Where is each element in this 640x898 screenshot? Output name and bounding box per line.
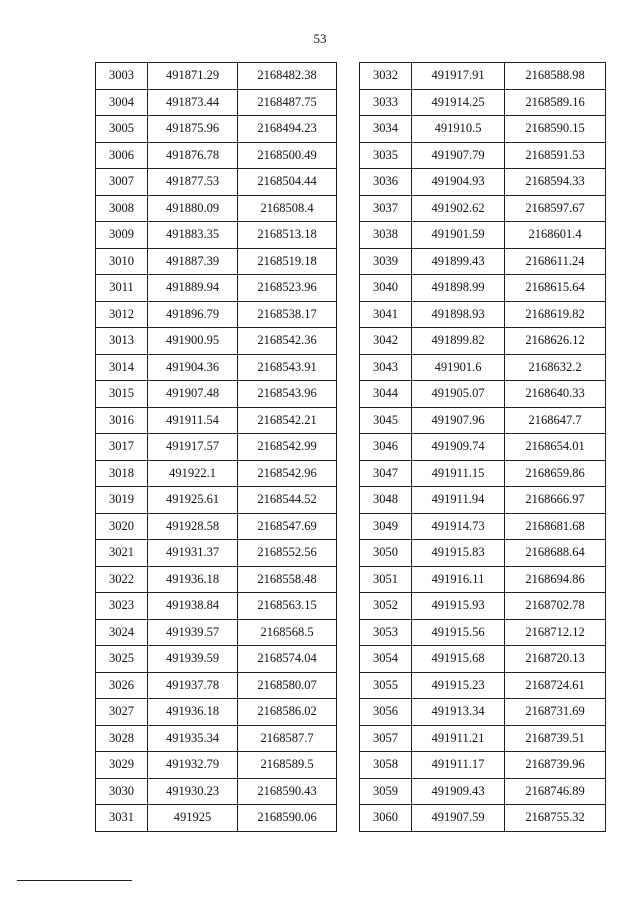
y-coordinate-cell: 2168654.01 bbox=[505, 434, 606, 461]
y-coordinate-cell: 2168601.4 bbox=[505, 222, 606, 249]
table-row bbox=[360, 566, 606, 593]
point-number-cell: 3016 bbox=[96, 407, 148, 434]
point-number-cell: 3019 bbox=[96, 487, 148, 514]
point-number-cell: 3011 bbox=[96, 275, 148, 302]
y-coordinate-cell: 2168513.18 bbox=[238, 222, 337, 249]
y-coordinate-cell: 2168640.33 bbox=[505, 381, 606, 408]
y-coordinate-cell: 2168552.56 bbox=[238, 540, 337, 567]
point-number-cell: 3059 bbox=[360, 778, 412, 805]
point-number-cell: 3007 bbox=[96, 169, 148, 196]
y-coordinate-cell: 2168542.99 bbox=[238, 434, 337, 461]
point-number-cell: 3056 bbox=[360, 699, 412, 726]
point-number-cell: 3032 bbox=[360, 63, 412, 90]
y-coordinate-cell: 2168626.12 bbox=[505, 328, 606, 355]
x-coordinate-cell: 491939.59 bbox=[148, 646, 238, 673]
table-row bbox=[96, 778, 337, 805]
table-row bbox=[96, 646, 337, 673]
x-coordinate-cell: 491887.39 bbox=[148, 248, 238, 275]
x-coordinate-cell: 491915.23 bbox=[412, 672, 505, 699]
table-row bbox=[96, 142, 337, 169]
x-coordinate-cell: 491904.36 bbox=[148, 354, 238, 381]
x-coordinate-cell: 491911.17 bbox=[412, 752, 505, 779]
point-number-cell: 3033 bbox=[360, 89, 412, 116]
table-row bbox=[96, 752, 337, 779]
y-coordinate-cell: 2168659.86 bbox=[505, 460, 606, 487]
x-coordinate-cell: 491899.82 bbox=[412, 328, 505, 355]
y-coordinate-cell: 2168597.67 bbox=[505, 195, 606, 222]
y-coordinate-cell: 2168563.15 bbox=[238, 593, 337, 620]
point-number-cell: 3045 bbox=[360, 407, 412, 434]
y-coordinate-cell: 2168542.96 bbox=[238, 460, 337, 487]
x-coordinate-cell: 491900.95 bbox=[148, 328, 238, 355]
y-coordinate-cell: 2168590.15 bbox=[505, 116, 606, 143]
point-number-cell: 3041 bbox=[360, 301, 412, 328]
point-number-cell: 3037 bbox=[360, 195, 412, 222]
y-coordinate-cell: 2168720.13 bbox=[505, 646, 606, 673]
x-coordinate-cell: 491935.34 bbox=[148, 725, 238, 752]
table-row bbox=[360, 301, 606, 328]
x-coordinate-cell: 491937.78 bbox=[148, 672, 238, 699]
y-coordinate-cell: 2168694.86 bbox=[505, 566, 606, 593]
y-coordinate-cell: 2168755.32 bbox=[505, 805, 606, 832]
y-coordinate-cell: 2168589.16 bbox=[505, 89, 606, 116]
table-row bbox=[96, 222, 337, 249]
table-row bbox=[96, 434, 337, 461]
x-coordinate-cell: 491922.1 bbox=[148, 460, 238, 487]
point-number-cell: 3042 bbox=[360, 328, 412, 355]
point-number-cell: 3057 bbox=[360, 725, 412, 752]
y-coordinate-cell: 2168542.36 bbox=[238, 328, 337, 355]
point-number-cell: 3021 bbox=[96, 540, 148, 567]
y-coordinate-cell: 2168590.43 bbox=[238, 778, 337, 805]
y-coordinate-cell: 2168568.5 bbox=[238, 619, 337, 646]
x-coordinate-cell: 491896.79 bbox=[148, 301, 238, 328]
x-coordinate-cell: 491902.62 bbox=[412, 195, 505, 222]
table-body bbox=[96, 63, 337, 832]
table-row bbox=[360, 354, 606, 381]
point-number-cell: 3024 bbox=[96, 619, 148, 646]
footnote-separator bbox=[17, 880, 132, 881]
y-coordinate-cell: 2168615.64 bbox=[505, 275, 606, 302]
point-number-cell: 3049 bbox=[360, 513, 412, 540]
y-coordinate-cell: 2168547.69 bbox=[238, 513, 337, 540]
x-coordinate-cell: 491932.79 bbox=[148, 752, 238, 779]
table-body bbox=[360, 63, 606, 832]
x-coordinate-cell: 491911.15 bbox=[412, 460, 505, 487]
y-coordinate-cell: 2168544.52 bbox=[238, 487, 337, 514]
y-coordinate-cell: 2168482.38 bbox=[238, 63, 337, 90]
table-row bbox=[96, 805, 337, 832]
point-number-cell: 3004 bbox=[96, 89, 148, 116]
table-row bbox=[96, 699, 337, 726]
x-coordinate-cell: 491911.54 bbox=[148, 407, 238, 434]
y-coordinate-cell: 2168504.44 bbox=[238, 169, 337, 196]
x-coordinate-cell: 491907.48 bbox=[148, 381, 238, 408]
point-number-cell: 3023 bbox=[96, 593, 148, 620]
table-row bbox=[360, 540, 606, 567]
table-row bbox=[360, 434, 606, 461]
table-row bbox=[360, 169, 606, 196]
y-coordinate-cell: 2168702.78 bbox=[505, 593, 606, 620]
x-coordinate-cell: 491899.43 bbox=[412, 248, 505, 275]
point-number-cell: 3014 bbox=[96, 354, 148, 381]
point-number-cell: 3009 bbox=[96, 222, 148, 249]
x-coordinate-cell: 491907.59 bbox=[412, 805, 505, 832]
x-coordinate-cell: 491898.93 bbox=[412, 301, 505, 328]
table-row bbox=[96, 725, 337, 752]
point-number-cell: 3015 bbox=[96, 381, 148, 408]
x-coordinate-cell: 491909.74 bbox=[412, 434, 505, 461]
table-row bbox=[360, 222, 606, 249]
table-row bbox=[96, 513, 337, 540]
table-row bbox=[360, 460, 606, 487]
table-row bbox=[96, 540, 337, 567]
point-number-cell: 3040 bbox=[360, 275, 412, 302]
table-row bbox=[96, 169, 337, 196]
x-coordinate-cell: 491925 bbox=[148, 805, 238, 832]
y-coordinate-cell: 2168590.06 bbox=[238, 805, 337, 832]
point-number-cell: 3048 bbox=[360, 487, 412, 514]
x-coordinate-cell: 491871.29 bbox=[148, 63, 238, 90]
x-coordinate-cell: 491898.99 bbox=[412, 275, 505, 302]
table-row bbox=[96, 619, 337, 646]
table-row bbox=[360, 328, 606, 355]
point-number-cell: 3052 bbox=[360, 593, 412, 620]
point-number-cell: 3012 bbox=[96, 301, 148, 328]
x-coordinate-cell: 491915.83 bbox=[412, 540, 505, 567]
table-row bbox=[96, 195, 337, 222]
point-number-cell: 3031 bbox=[96, 805, 148, 832]
y-coordinate-cell: 2168611.24 bbox=[505, 248, 606, 275]
point-number-cell: 3060 bbox=[360, 805, 412, 832]
point-number-cell: 3054 bbox=[360, 646, 412, 673]
point-number-cell: 3025 bbox=[96, 646, 148, 673]
x-coordinate-cell: 491911.21 bbox=[412, 725, 505, 752]
table-row bbox=[360, 63, 606, 90]
point-number-cell: 3046 bbox=[360, 434, 412, 461]
x-coordinate-cell: 491911.94 bbox=[412, 487, 505, 514]
table-row bbox=[96, 593, 337, 620]
x-coordinate-cell: 491907.96 bbox=[412, 407, 505, 434]
x-coordinate-cell: 491917.91 bbox=[412, 63, 505, 90]
y-coordinate-cell: 2168523.96 bbox=[238, 275, 337, 302]
point-number-cell: 3027 bbox=[96, 699, 148, 726]
x-coordinate-cell: 491875.96 bbox=[148, 116, 238, 143]
y-coordinate-cell: 2168739.96 bbox=[505, 752, 606, 779]
y-coordinate-cell: 2168591.53 bbox=[505, 142, 606, 169]
table-row bbox=[360, 778, 606, 805]
table-row bbox=[360, 142, 606, 169]
point-number-cell: 3003 bbox=[96, 63, 148, 90]
x-coordinate-cell: 491873.44 bbox=[148, 89, 238, 116]
point-number-cell: 3028 bbox=[96, 725, 148, 752]
table-row bbox=[96, 275, 337, 302]
point-number-cell: 3038 bbox=[360, 222, 412, 249]
y-coordinate-cell: 2168666.97 bbox=[505, 487, 606, 514]
point-number-cell: 3039 bbox=[360, 248, 412, 275]
table-row bbox=[96, 63, 337, 90]
y-coordinate-cell: 2168619.82 bbox=[505, 301, 606, 328]
table-row bbox=[96, 301, 337, 328]
y-coordinate-cell: 2168681.68 bbox=[505, 513, 606, 540]
table-row bbox=[360, 699, 606, 726]
table-row bbox=[96, 407, 337, 434]
table-row bbox=[360, 407, 606, 434]
point-number-cell: 3006 bbox=[96, 142, 148, 169]
y-coordinate-cell: 2168500.49 bbox=[238, 142, 337, 169]
y-coordinate-cell: 2168731.69 bbox=[505, 699, 606, 726]
y-coordinate-cell: 2168519.18 bbox=[238, 248, 337, 275]
y-coordinate-cell: 2168574.04 bbox=[238, 646, 337, 673]
point-number-cell: 3058 bbox=[360, 752, 412, 779]
y-coordinate-cell: 2168587.7 bbox=[238, 725, 337, 752]
coordinates-table-left bbox=[95, 62, 337, 832]
table-row bbox=[360, 593, 606, 620]
y-coordinate-cell: 2168724.61 bbox=[505, 672, 606, 699]
table-row bbox=[96, 328, 337, 355]
x-coordinate-cell: 491928.58 bbox=[148, 513, 238, 540]
x-coordinate-cell: 491914.25 bbox=[412, 89, 505, 116]
table-row bbox=[360, 619, 606, 646]
y-coordinate-cell: 2168589.5 bbox=[238, 752, 337, 779]
x-coordinate-cell: 491889.94 bbox=[148, 275, 238, 302]
point-number-cell: 3043 bbox=[360, 354, 412, 381]
table-row bbox=[96, 116, 337, 143]
y-coordinate-cell: 2168494.23 bbox=[238, 116, 337, 143]
point-number-cell: 3035 bbox=[360, 142, 412, 169]
table-row bbox=[96, 487, 337, 514]
point-number-cell: 3005 bbox=[96, 116, 148, 143]
y-coordinate-cell: 2168586.02 bbox=[238, 699, 337, 726]
x-coordinate-cell: 491877.53 bbox=[148, 169, 238, 196]
y-coordinate-cell: 2168588.98 bbox=[505, 63, 606, 90]
x-coordinate-cell: 491913.34 bbox=[412, 699, 505, 726]
x-coordinate-cell: 491915.68 bbox=[412, 646, 505, 673]
table-row bbox=[360, 752, 606, 779]
point-number-cell: 3047 bbox=[360, 460, 412, 487]
x-coordinate-cell: 491876.78 bbox=[148, 142, 238, 169]
x-coordinate-cell: 491904.93 bbox=[412, 169, 505, 196]
x-coordinate-cell: 491907.79 bbox=[412, 142, 505, 169]
x-coordinate-cell: 491914.73 bbox=[412, 513, 505, 540]
table-row bbox=[96, 381, 337, 408]
x-coordinate-cell: 491916.11 bbox=[412, 566, 505, 593]
y-coordinate-cell: 2168538.17 bbox=[238, 301, 337, 328]
y-coordinate-cell: 2168543.96 bbox=[238, 381, 337, 408]
x-coordinate-cell: 491880.09 bbox=[148, 195, 238, 222]
table-row bbox=[360, 381, 606, 408]
table-row bbox=[360, 672, 606, 699]
x-coordinate-cell: 491938.84 bbox=[148, 593, 238, 620]
table-row bbox=[360, 513, 606, 540]
table-row bbox=[360, 805, 606, 832]
x-coordinate-cell: 491925.61 bbox=[148, 487, 238, 514]
table-row bbox=[96, 354, 337, 381]
table-row bbox=[96, 672, 337, 699]
point-number-cell: 3044 bbox=[360, 381, 412, 408]
y-coordinate-cell: 2168558.48 bbox=[238, 566, 337, 593]
x-coordinate-cell: 491901.6 bbox=[412, 354, 505, 381]
x-coordinate-cell: 491910.5 bbox=[412, 116, 505, 143]
y-coordinate-cell: 2168594.33 bbox=[505, 169, 606, 196]
point-number-cell: 3030 bbox=[96, 778, 148, 805]
y-coordinate-cell: 2168712.12 bbox=[505, 619, 606, 646]
point-number-cell: 3055 bbox=[360, 672, 412, 699]
x-coordinate-cell: 491936.18 bbox=[148, 566, 238, 593]
point-number-cell: 3034 bbox=[360, 116, 412, 143]
page-number: 53 bbox=[313, 31, 327, 46]
table-row bbox=[360, 725, 606, 752]
x-coordinate-cell: 491883.35 bbox=[148, 222, 238, 249]
point-number-cell: 3053 bbox=[360, 619, 412, 646]
point-number-cell: 3022 bbox=[96, 566, 148, 593]
x-coordinate-cell: 491915.56 bbox=[412, 619, 505, 646]
y-coordinate-cell: 2168543.91 bbox=[238, 354, 337, 381]
table-row bbox=[360, 116, 606, 143]
point-number-cell: 3029 bbox=[96, 752, 148, 779]
y-coordinate-cell: 2168688.64 bbox=[505, 540, 606, 567]
y-coordinate-cell: 2168542.21 bbox=[238, 407, 337, 434]
x-coordinate-cell: 491931.37 bbox=[148, 540, 238, 567]
y-coordinate-cell: 2168739.51 bbox=[505, 725, 606, 752]
x-coordinate-cell: 491939.57 bbox=[148, 619, 238, 646]
y-coordinate-cell: 2168508.4 bbox=[238, 195, 337, 222]
point-number-cell: 3026 bbox=[96, 672, 148, 699]
point-number-cell: 3018 bbox=[96, 460, 148, 487]
point-number-cell: 3051 bbox=[360, 566, 412, 593]
point-number-cell: 3050 bbox=[360, 540, 412, 567]
point-number-cell: 3010 bbox=[96, 248, 148, 275]
x-coordinate-cell: 491915.93 bbox=[412, 593, 505, 620]
point-number-cell: 3008 bbox=[96, 195, 148, 222]
x-coordinate-cell: 491905.07 bbox=[412, 381, 505, 408]
y-coordinate-cell: 2168647.7 bbox=[505, 407, 606, 434]
table-row bbox=[360, 275, 606, 302]
x-coordinate-cell: 491930.23 bbox=[148, 778, 238, 805]
x-coordinate-cell: 491909.43 bbox=[412, 778, 505, 805]
y-coordinate-cell: 2168746.89 bbox=[505, 778, 606, 805]
point-number-cell: 3013 bbox=[96, 328, 148, 355]
y-coordinate-cell: 2168632.2 bbox=[505, 354, 606, 381]
table-row bbox=[96, 248, 337, 275]
table-row bbox=[96, 89, 337, 116]
table-row bbox=[96, 460, 337, 487]
table-row bbox=[360, 89, 606, 116]
x-coordinate-cell: 491901.59 bbox=[412, 222, 505, 249]
table-row bbox=[360, 248, 606, 275]
point-number-cell: 3036 bbox=[360, 169, 412, 196]
table-row bbox=[360, 646, 606, 673]
x-coordinate-cell: 491936.18 bbox=[148, 699, 238, 726]
x-coordinate-cell: 491917.57 bbox=[148, 434, 238, 461]
y-coordinate-cell: 2168580.07 bbox=[238, 672, 337, 699]
table-row bbox=[360, 487, 606, 514]
point-number-cell: 3020 bbox=[96, 513, 148, 540]
y-coordinate-cell: 2168487.75 bbox=[238, 89, 337, 116]
point-number-cell: 3017 bbox=[96, 434, 148, 461]
table-row bbox=[96, 566, 337, 593]
coordinates-table-right bbox=[359, 62, 606, 832]
table-row bbox=[360, 195, 606, 222]
